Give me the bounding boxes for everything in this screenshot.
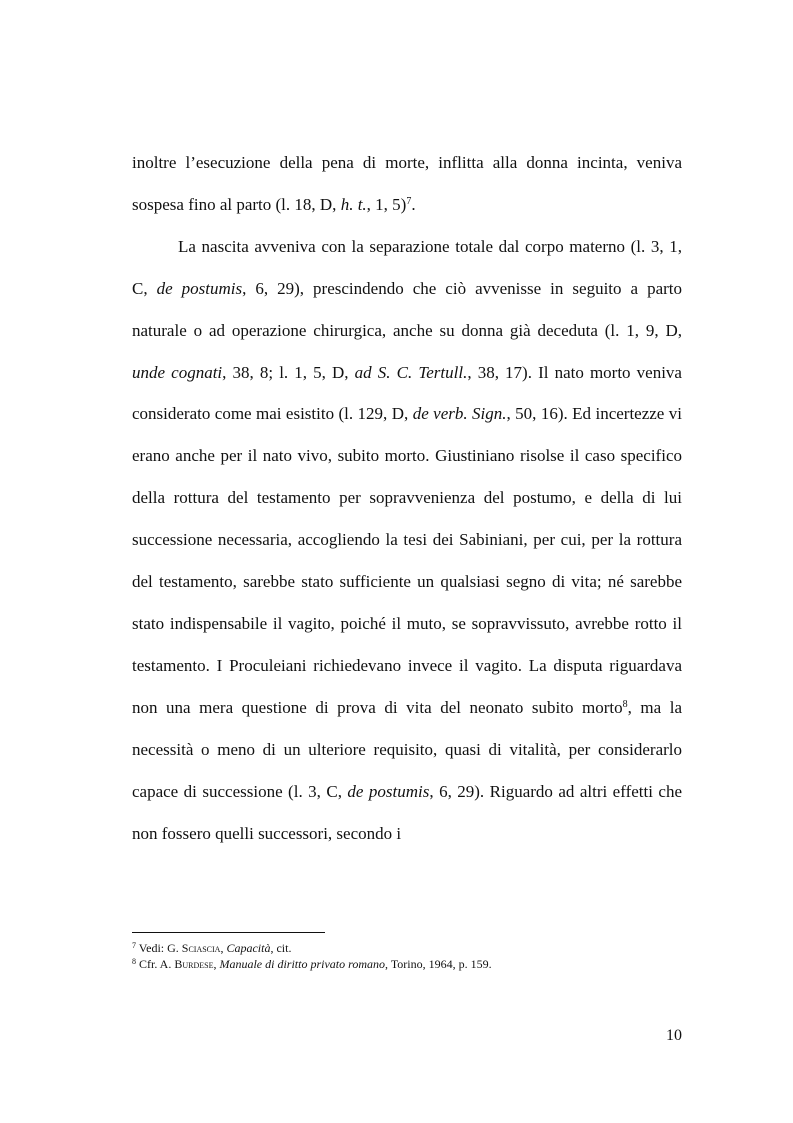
page-number: 10 <box>666 1027 682 1044</box>
footnote-separator <box>132 932 325 933</box>
text-run: , 50, 16). Ed incertezze vi erano anche per il nato vivo, subito morto. Giustiniano risolse il caso specifico della rottura del testamento per sopravvenienza del postumo, e della di lui successione necessaria, accogliendo la tesi dei Sabiniani, per cui, per la rottura del testamento, sarebbe stato sufficiente un qualsiasi segno di vita; né sarebbe stato indispensabile il vagito, poiché il muto, se sopravvissuto, avrebbe rotto il testamento. I Proculeiani richiedevano invece il vagito. La disputa riguardava non una mera questione di prova di vita del neonato subito morto <box>132 404 682 717</box>
footnote-title: Manuale di diritto privato romano <box>219 957 386 971</box>
footnote-text: , Torino, 1964, p. 159. <box>385 957 492 971</box>
footnote-text: Cfr. A. <box>136 957 175 971</box>
text-run: , 6, 29). Riguardo ad altri effetti che non fossero quelli successori, secondo i <box>132 781 682 843</box>
italic-citation: de verb. Sign. <box>412 404 507 424</box>
footnote-ref-7[interactable]: 7 <box>406 195 412 207</box>
text-run: La nascita avveniva con la separazione totale dal corpo materno (l. 3, 1, C, <box>132 236 682 298</box>
footnote-ref-8[interactable]: 8 <box>622 698 628 710</box>
text-run: , ma la necessità o meno di un ulteriore requisito, quasi di vitalità, per considerarlo capace di successione (l. 3, C, <box>132 697 682 801</box>
text-run: inoltre l’esecuzione della pena di morte, inflitta alla donna incinta, veniva sospesa fino al parto (l. 18, D, <box>132 153 682 214</box>
paragraph <box>132 226 682 855</box>
footnote-7 <box>132 940 682 956</box>
text-run: , 38, 8; l. 1, 5, D, <box>222 362 355 382</box>
italic-citation: de postumis <box>347 781 430 801</box>
footnote-author: Sciascia <box>181 941 221 955</box>
text-run: , 6, 29), prescindendo che ciò avvenisse in seguito a parto naturale o ad operazione chirurgica, anche su donna già deceduta (l. 1, 9, D, <box>132 278 683 340</box>
text-run: , 38, 17). Il nato morto veniva considerato come mai esistito (l. 129, D, <box>132 362 682 424</box>
paragraph-continued <box>132 142 682 226</box>
italic-citation: de postumis <box>156 278 243 298</box>
footnote-number: 8 <box>132 957 136 966</box>
italic-citation: h. t. <box>340 194 367 214</box>
footnote-text: , cit. <box>270 941 292 955</box>
italic-citation: unde cognati <box>132 362 223 382</box>
text-run: . <box>411 194 416 214</box>
italic-citation: ad S. C. Tertull. <box>354 362 468 382</box>
footnote-text: Vedi: G. <box>136 941 182 955</box>
text-run: , 1, 5) <box>366 194 407 214</box>
footnote-number: 7 <box>132 941 136 950</box>
footnote-8 <box>132 956 682 972</box>
footnote-author: Burdese <box>174 957 214 971</box>
footnote-title: Capacità <box>226 941 271 955</box>
footnote-text: , <box>213 957 220 971</box>
footnote-text: , <box>220 941 227 955</box>
body-text <box>132 142 682 854</box>
footnotes <box>132 940 682 972</box>
